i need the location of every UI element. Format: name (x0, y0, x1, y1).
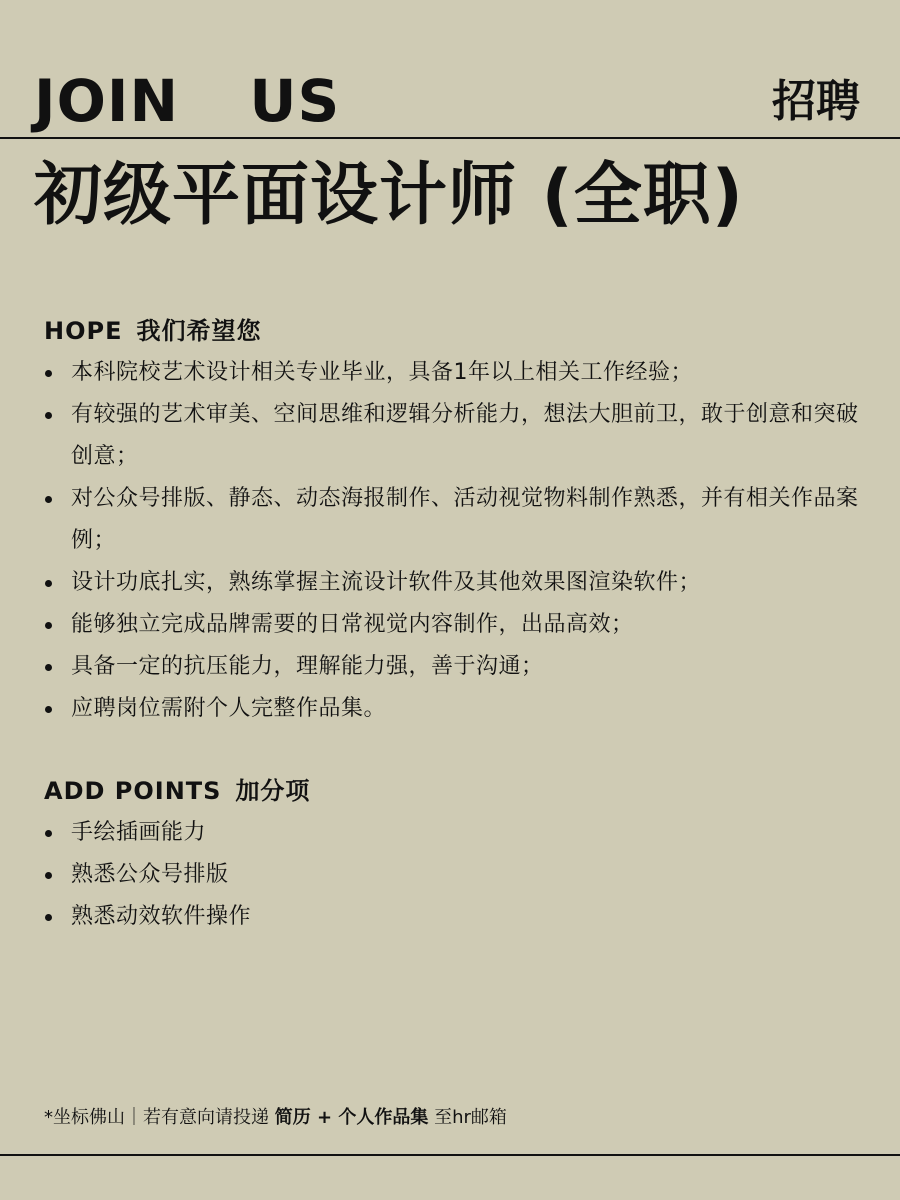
footer-divider (0, 1154, 900, 1156)
footer-emphasis: 简历 + 个人作品集 (274, 1107, 429, 1128)
footer-suffix: 至hr邮箱 (428, 1107, 507, 1128)
list-item-text: 设计功底扎实，熟练掌握主流设计软件及其他效果图渲染软件； (71, 570, 702, 595)
list-item-text: 本科院校艺术设计相关专业毕业，具备1年以上相关工作经验； (71, 360, 693, 385)
footer-prefix: *坐标佛山｜若有意向请投递 (44, 1107, 275, 1128)
footer-note (44, 1102, 507, 1134)
bullet-dot-icon (45, 370, 52, 377)
hope-heading (44, 312, 860, 350)
list-item-text: 能够独立完成品牌需要的日常视觉内容制作，出品高效； (71, 612, 634, 637)
add-points-list (44, 812, 860, 938)
list-item (44, 812, 860, 854)
list-item-text: 应聘岗位需附个人完整作品集。 (71, 696, 387, 721)
bullet-dot-icon (45, 872, 52, 879)
hope-heading-cn: 我们希望您 (136, 317, 262, 345)
bullet-dot-icon (45, 622, 52, 629)
list-item-text: 对公众号排版、静态、动态海报制作、活动视觉物料制作熟悉，并有相关作品案例； (71, 486, 859, 553)
list-item-text: 具备一定的抗压能力，理解能力强，善于沟通； (71, 654, 544, 679)
bullet-dot-icon (45, 580, 52, 587)
hope-section (44, 312, 860, 730)
bullet-dot-icon (45, 830, 52, 837)
list-item (44, 604, 860, 646)
list-item-text: 熟悉动效软件操作 (71, 904, 252, 929)
job-title: 初级平面设计师 (全职) (34, 156, 744, 235)
bullet-dot-icon (45, 496, 52, 503)
list-item (44, 896, 860, 938)
list-item (44, 562, 860, 604)
header-divider (0, 137, 900, 139)
list-item (44, 646, 860, 688)
recruitment-label: 招聘 (772, 76, 860, 127)
list-item (44, 352, 860, 394)
add-points-heading-cn: 加分项 (235, 777, 311, 805)
bullet-dot-icon (45, 664, 52, 671)
header (34, 68, 860, 134)
hope-list (44, 352, 860, 730)
list-item (44, 394, 860, 478)
list-item-text: 有较强的艺术审美、空间思维和逻辑分析能力，想法大胆前卫，敢于创意和突破创意； (71, 402, 859, 469)
list-item-text: 熟悉公众号排版 (71, 862, 229, 887)
bullet-dot-icon (45, 706, 52, 713)
add-points-heading (44, 772, 860, 810)
list-item (44, 854, 860, 896)
list-item (44, 478, 860, 562)
add-points-heading-en: ADD POINTS (44, 777, 222, 805)
bullet-dot-icon (45, 412, 52, 419)
list-item-text: 手绘插画能力 (71, 820, 207, 845)
add-points-section (44, 772, 860, 938)
bullet-dot-icon (45, 914, 52, 921)
hope-heading-en: HOPE (44, 317, 123, 345)
list-item (44, 688, 860, 730)
join-us-title: JOIN US (34, 67, 341, 135)
